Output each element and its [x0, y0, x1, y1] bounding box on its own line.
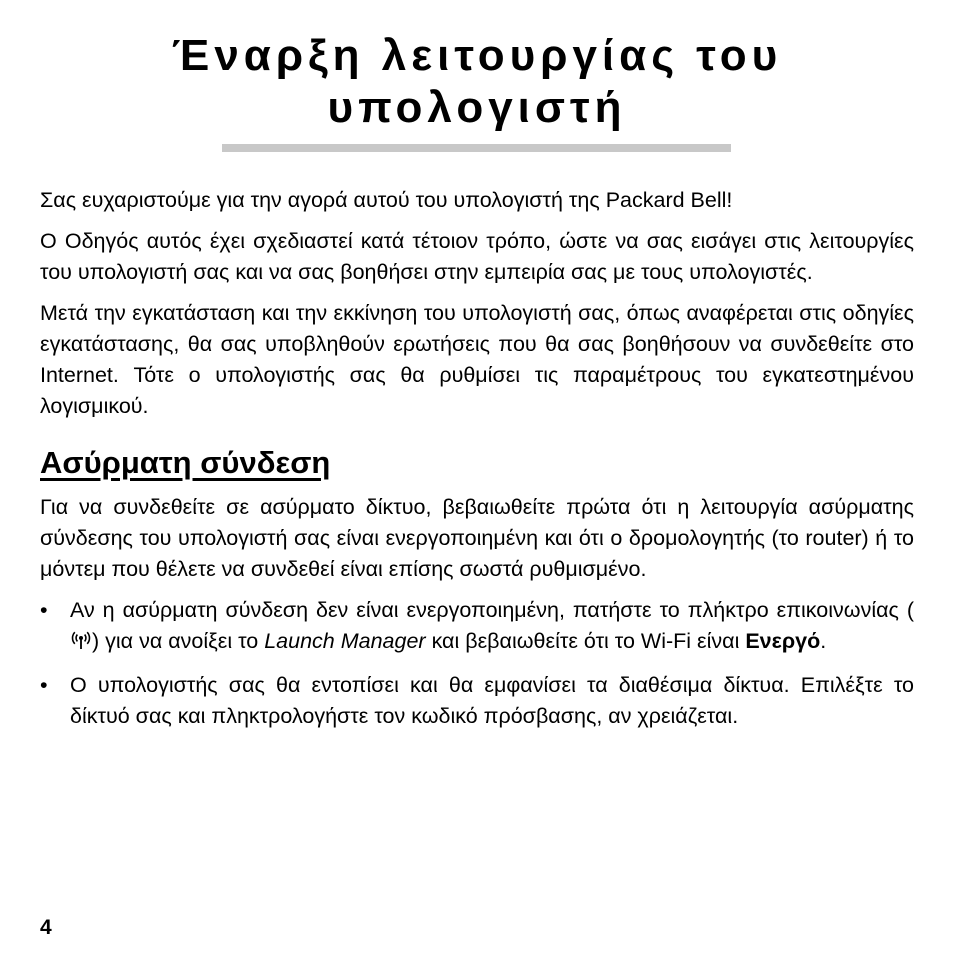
bullet-1-text-b: ) για να ανοίξει το — [92, 629, 265, 653]
section-heading-wireless: Ασύρματη σύνδεση — [40, 445, 331, 480]
intro-paragraph-1: Σας ευχαριστούμε για την αγορά αυτού του υπολογιστή της Packard Bell! — [40, 188, 733, 212]
bullet-mark: • — [40, 598, 48, 622]
bullet-2-text: Ο υπολογιστής σας θα εντοπίσει και θα εμφανίσει τα διαθέσιμα δίκτυα. Επιλέξτε το δίκτυό σας και πληκτρολογήστε τον κωδικό πρόσβασης, αν χρειάζεται. — [70, 673, 914, 728]
bullet-mark: • — [40, 673, 48, 697]
intro-paragraph-2: Ο Οδηγός αυτός έχει σχεδιαστεί κατά τέτοιον τρόπο, ώστε να σας εισάγει στις λειτουργίες του υπολογιστή σας και να σας βοηθήσει στην εμπειρία σας με τους υπολογιστές. — [40, 229, 914, 284]
page-content — [40, 185, 914, 742]
wifi-state-on: Ενεργό — [745, 629, 821, 653]
page-number: 4 — [40, 916, 52, 939]
intro-paragraph-3: Μετά την εγκατάσταση και την εκκίνηση του υπολογιστή σας, όπως αναφέρεται στις οδηγίες εγκατάστασης, θα σας υποβληθούν ερωτήσεις που θα σας βοηθήσουν να συνδεθείτε στο Internet. Τότε ο υπολογιστής σας θα ρυθμίσει τις παραμέτρους του εγκατεστημένου λογισμικού. — [40, 301, 914, 418]
bullet-item-enable-wireless — [40, 595, 914, 660]
wireless-communication-icon — [71, 629, 91, 660]
wireless-paragraph: Για να συνδεθείτε σε ασύρματο δίκτυο, βεβαιωθείτε πρώτα ότι η λειτουργία ασύρματης σύνδεσης του υπολογιστή σας είναι ενεργοποιημένη και ότι ο δρομολογητής (το router) ή το μόντεμ που θέλετε να συνδεθεί είναι επίσης σωστά ρυθμισμένο. — [40, 495, 914, 581]
bullet-1-text-c: και βεβαιωθείτε ότι το Wi-Fi είναι — [425, 629, 746, 653]
bullet-1-text-d: . — [820, 629, 827, 653]
page-title-line-1: Έναρξη λειτουργίας του — [171, 31, 783, 80]
bullet-1-text-a: Αν η ασύρματη σύνδεση δεν είναι ενεργοποιημένη, πατήστε το πλήκτρο επικοινωνίας ( — [70, 598, 914, 622]
page-title — [0, 30, 954, 134]
page-title-line-2: υπολογιστή — [327, 83, 627, 132]
bullet-item-select-network — [40, 670, 914, 732]
wireless-bullet-list — [40, 595, 914, 732]
title-underline-rule — [222, 144, 731, 152]
app-name-launch-manager: Launch Manager — [264, 629, 426, 653]
